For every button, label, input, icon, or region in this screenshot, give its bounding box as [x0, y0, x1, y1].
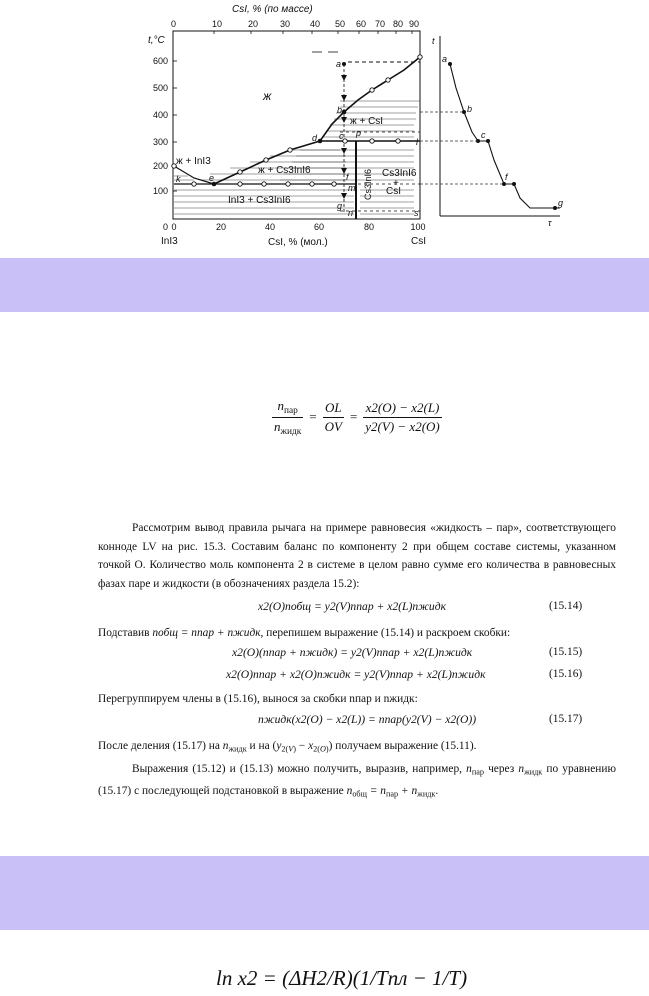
cooling-label: a — [442, 54, 448, 64]
point-label: n — [348, 208, 354, 218]
top-tick: 70 — [375, 19, 386, 29]
y-axis-title: t,°C — [148, 35, 165, 46]
fraction-ol-ov: $\frac{OL}{OV}$ — [324, 399, 342, 434]
cooling-curve — [450, 64, 560, 208]
left-component-label: InI3 — [161, 236, 178, 247]
region-liquid-cs3ini6: ж + Cs3InI6 — [258, 165, 311, 176]
data-marker — [386, 78, 390, 82]
region-cs3ini6-csi-top: Cs3InI6 — [382, 168, 417, 179]
data-marker — [264, 158, 268, 162]
data-marker — [238, 170, 242, 174]
point-label: f — [346, 172, 349, 182]
cooling-label: c — [481, 130, 486, 140]
y-tick: 300 — [152, 137, 168, 147]
cooling-tau-label: τ — [548, 218, 552, 228]
point-label: p — [356, 128, 362, 138]
point-label: s — [414, 208, 419, 218]
eqno-15-17: (15.17) — [549, 713, 583, 725]
point-b — [342, 110, 347, 115]
cooling-point — [512, 182, 516, 186]
paragraph-derivation: Рассмотрим вывод правила рычага на примере равновесия «жидкость – пар», соответствующего конноде LV на рис. 15.3. Составим баланс по компоненту 2 при общем составе системы, указанном точкой O. Количество моль компонента 2 в системе в целом равно сумме его количества в равновесных фазах паре и жидкости (в обозначениях раздела 15.2): — [98, 522, 616, 590]
data-marker — [396, 139, 400, 143]
phase-lines — [174, 52, 420, 219]
lavender-band — [0, 856, 649, 930]
bottom-tick: 0 — [171, 222, 177, 232]
hatching — [174, 101, 420, 214]
y-tick: 600 — [152, 56, 168, 66]
point-label: c — [339, 131, 344, 141]
data-marker — [288, 148, 292, 152]
data-marker — [310, 182, 314, 186]
region-liquid-csi: ж + CsI — [350, 116, 384, 127]
paragraph-expressions: Выражения (15.12) и (15.13) можно получить, выразив, например, $n_{пар}$ через $n_{жидк}$ по уравнению (15.17) с последующей подстановкой в выражение $n_{общ} = n_{пар} + n_{жидк}$. — [98, 763, 616, 799]
line-substitute: Подставив nобщ = nпар + nжидк, перепишем выражение (15.14) и раскроем скобки: — [98, 627, 511, 639]
y-tick: 500 — [152, 83, 168, 93]
equation-15-17: nжидк(x2(O) − x2(L)) = nпар(y2(V) − x2(O)) — [258, 713, 477, 726]
top-tick: 90 — [409, 19, 420, 29]
point-label: l — [416, 137, 418, 147]
right-component-label: CsI — [411, 236, 426, 247]
region-solid: InI3 + Cs3InI6 — [228, 195, 291, 206]
data-marker — [262, 182, 266, 186]
top-tick: 80 — [393, 19, 404, 29]
point-label: e — [209, 173, 215, 183]
point-label: d — [312, 133, 318, 143]
y-tick: 100 — [152, 186, 168, 196]
data-marker — [370, 139, 374, 143]
eqno-15-16: (15.16) — [549, 668, 583, 680]
y-tick: 200 — [152, 161, 168, 171]
line-regroup: Перегруппируем члены в (15.16), вынося за скобки nпар и nжидк: — [98, 693, 418, 705]
guide-lines — [420, 112, 504, 184]
y-tick: 400 — [152, 110, 168, 120]
cooling-label: b — [467, 104, 473, 114]
cooling-t-label: t — [432, 36, 435, 46]
region-liquid-ini3: ж + InI3 — [176, 156, 211, 167]
top-tick: 10 — [212, 19, 223, 29]
data-marker — [370, 88, 374, 92]
top-tick: 20 — [248, 19, 259, 29]
top-tick: 30 — [280, 19, 291, 29]
data-marker — [238, 182, 242, 186]
top-axis-title: CsI, % (по массе) — [232, 4, 313, 15]
data-marker — [332, 182, 336, 186]
data-marker — [418, 55, 422, 59]
point-label: g — [337, 201, 343, 211]
lever-rule-equation: $\frac{n_{пар}}{n_{жидк}}$ = $\frac{OL}{OV}$ = $\frac{x2(O) - x2(L)}{y2(V) - x2(O)}$ — [274, 398, 440, 437]
y-tick: 0 — [162, 222, 168, 232]
equation-15-16: x2(O)nпар + x2(O)nжидк = y2(V)nпар + x2(L)nжидк — [226, 668, 486, 681]
eqno-15-15: (15.15) — [549, 646, 583, 658]
fraction-x: $\frac{x2(O) - x2(L)}{y2(V) - x2(O)}$ — [365, 399, 440, 434]
top-tick: 50 — [335, 19, 346, 29]
melting-equation: ln x2 = (ΔH2/R)(1/Tпл − 1/T) — [216, 966, 468, 990]
region-liquid: ж — [263, 89, 272, 103]
cooling-curve-panel — [432, 36, 563, 228]
arrow-mark — [341, 75, 347, 81]
arrow-mark — [341, 148, 347, 154]
cooling-label: f — [505, 172, 508, 182]
bottom-tick: 40 — [264, 222, 276, 232]
point-d — [318, 139, 323, 144]
point-a — [342, 62, 346, 66]
bottom-ticks — [171, 222, 425, 232]
top-tick: 0 — [171, 19, 177, 29]
bottom-tick: 80 — [363, 222, 375, 232]
data-marker — [286, 182, 290, 186]
equation-15-15: x2(O)(nпар + nжидк) = y2(V)nпар + x2(L)nжидк — [232, 646, 473, 659]
liquidus-middle — [214, 141, 320, 184]
line-after-division: После деления (15.17) на $n_{жидк}$ и на $(y_{2(V)} - x_{2(O)})$ получаем выражение (15.11). — [98, 740, 477, 754]
data-marker — [192, 182, 196, 186]
point-label: m — [348, 183, 356, 193]
arrow-mark — [341, 95, 347, 101]
cooling-point — [448, 62, 452, 66]
region-plus: + — [393, 178, 399, 189]
equation-15-14: x2(O)nобщ = y2(V)nпар + x2(L)nжидк — [258, 600, 447, 613]
top-tick: 40 — [310, 19, 321, 29]
bottom-tick: 100 — [410, 222, 426, 232]
cooling-point — [486, 139, 490, 143]
bottom-tick: 20 — [215, 222, 227, 232]
lavender-band — [0, 258, 649, 312]
eqno-15-14: (15.14) — [549, 600, 583, 612]
y-ticks — [153, 56, 168, 232]
fraction-n: $\frac{n_{пар}}{n_{жидк}}$ — [274, 398, 302, 437]
point-label: k — [176, 174, 181, 184]
top-tick: 60 — [356, 19, 367, 29]
arrow-mark — [341, 117, 347, 123]
region-compound: Cs3InI6 — [363, 168, 373, 200]
top-ticks — [171, 19, 419, 29]
liquidus-right — [320, 57, 420, 141]
bottom-axis-title: CsI, % (мол.) — [268, 237, 328, 248]
phase-diagram-figure — [0, 0, 649, 258]
point-label: a — [336, 59, 342, 69]
point-label: b — [337, 105, 343, 115]
cooling-label: g — [558, 198, 564, 208]
region-cs3ini6-csi-bottom: CsI — [386, 186, 401, 197]
cooling-point — [553, 206, 557, 210]
bottom-tick: 60 — [313, 222, 325, 232]
